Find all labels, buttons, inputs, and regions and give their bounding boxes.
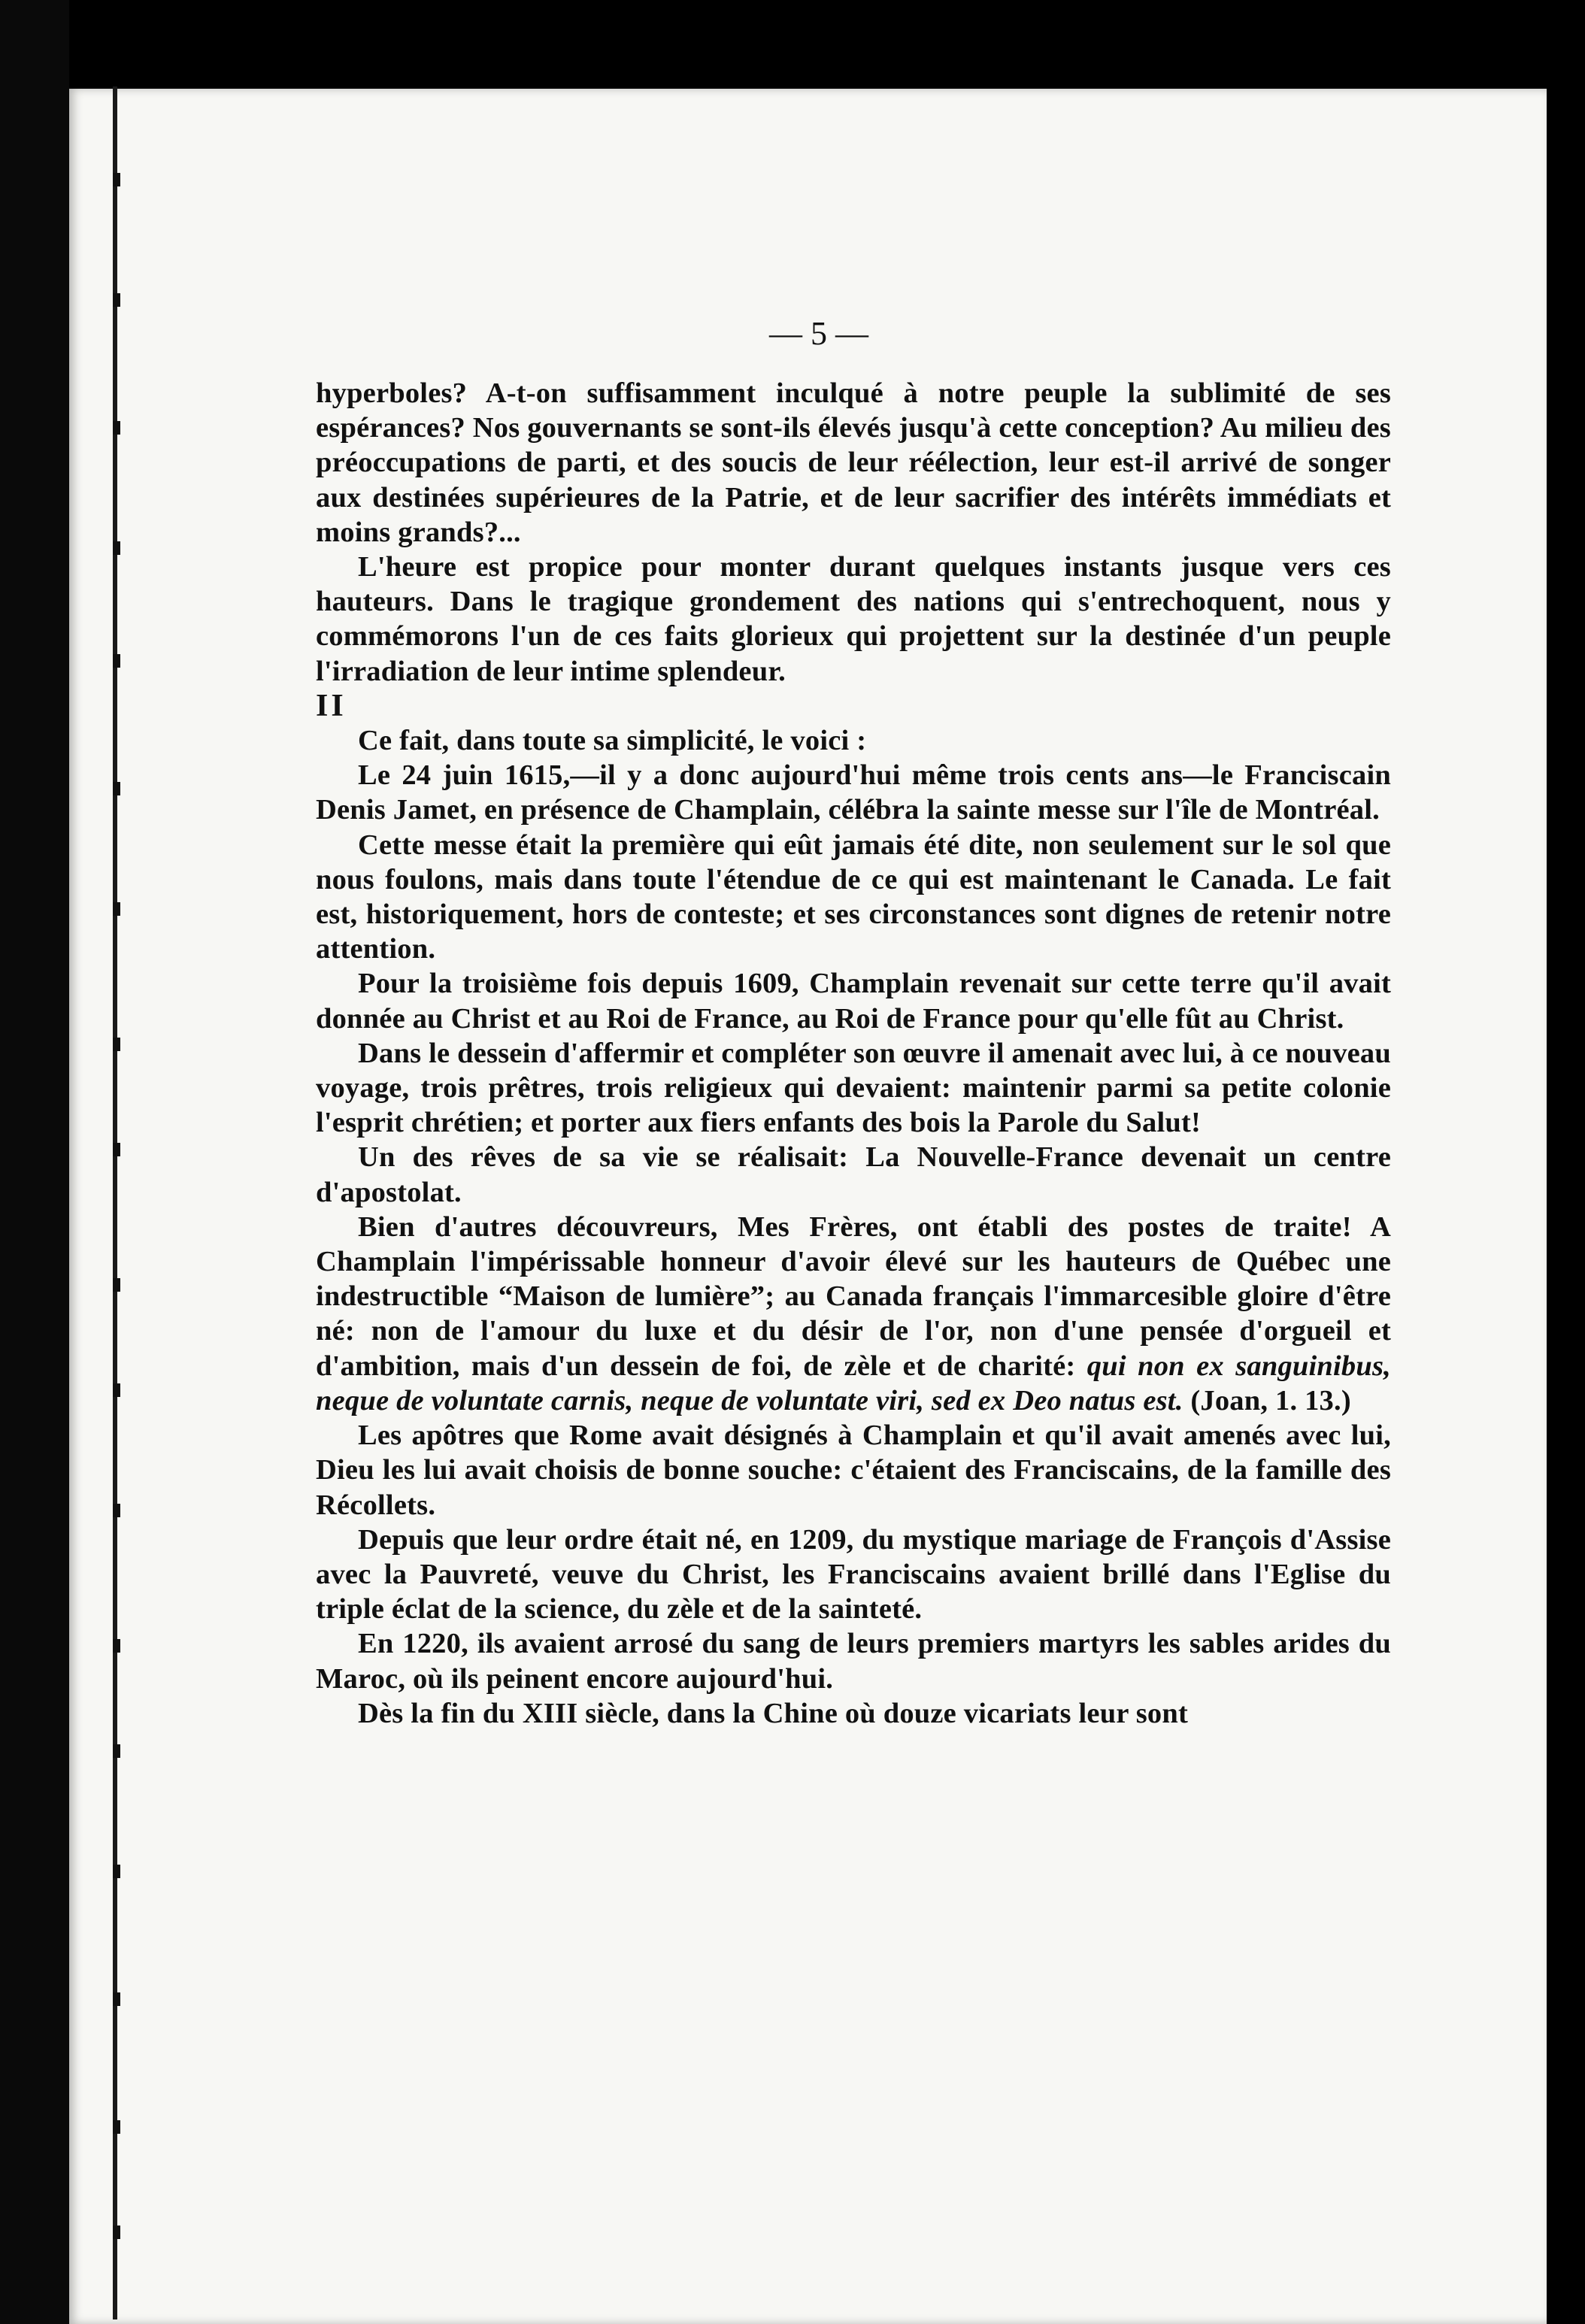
paragraph: Dès la fin du XIII siècle, dans la Chine où douze vicariats leur sont xyxy=(358,1697,1189,1729)
latin-quote: qui non ex sanguinibus, neque de voluntate carnis, neque de voluntate viri, sed ex Deo natus est. xyxy=(316,1350,1391,1417)
body-text xyxy=(316,376,1391,1731)
paragraph: hyperboles? A-t-on suffisamment inculqué à notre peuple la sublimité de ses espérances? Nos gouvernants se sont-ils élevés jusqu'à cette conception? Au milieu des préoccupations de parti, et des soucis de leur réélection, leur est-il arrivé de songer aux destinées supérieures de la Patrie, et de leur sacrifier des intérêts immédiats et moins grands?... xyxy=(316,377,1391,548)
paragraph: Le 24 juin 1615,—il y a donc aujourd'hui même trois cents ans—le Franciscain Denis Jamet, en présence de Champlain, célébra la sainte messe sur l'île de Montréal. xyxy=(316,759,1391,826)
section-heading: II xyxy=(316,688,347,723)
paragraph: Ce fait, dans toute sa simplicité, le voici : xyxy=(358,725,867,757)
page-number: — 5 — xyxy=(769,315,868,352)
paragraph: Cette messe était la première qui eût jamais été dite, non seulement sur le sol que nous foulons, mais dans toute l'étendue de ce qui est maintenant le Canada. Le fait est, historiquement, hors de conteste; et ses circonstances sont dignes de retenir notre attention. xyxy=(316,829,1391,965)
paragraph: Dans le dessein d'affermir et compléter son œuvre il amenait avec lui, à ce nouveau voyage, trois prêtres, trois religieux qui devaient: maintenir parmi sa petite colonie l'esprit chrétien; et porter aux fiers enfants des bois la Parole du Salut! xyxy=(316,1037,1391,1139)
paragraph: Un des rêves de sa vie se réalisait: La Nouvelle-France devenait un centre d'apostolat. xyxy=(316,1141,1391,1208)
paragraph: Les apôtres que Rome avait désignés à Champlain et qu'il avait amenés avec lui, Dieu les lui avait choisis de bonne souche: c'étaient des Franciscains, de la famille des Récollets. xyxy=(316,1420,1391,1521)
paragraph-text: Bien d'autres découvreurs, Mes Frères, ont établi des postes de traite! A Champlain l'impérissable honneur d'avoir élevé sur les hauteurs de Québec une indestructible “Maison de lumière”; au Canada français l'immarcesible gloire d'être né: non de l'amour du luxe et du désir de l'or, non d'une pensée d'orgueil et d'ambition, mais d'un dessein de foi, de zèle et de charité: xyxy=(316,1210,1391,1382)
paragraph: Pour la troisième fois depuis 1609, Champlain revenait sur cette terre qu'il avait donnée au Christ et au Roi de France, au Roi de France pour qu'elle fût au Christ. xyxy=(316,968,1391,1035)
paragraph: En 1220, ils avaient arrosé du sang de leurs premiers martyrs les sables arides du Maroc, où ils peinent encore aujourd'hui. xyxy=(316,1628,1391,1695)
paragraph: Depuis que leur ordre était né, en 1209, du mystique mariage de François d'Assise avec la Pauvreté, veuve du Christ, les Franciscains avaient brillé dans l'Eglise du triple éclat de la science, du zèle et de la sainteté. xyxy=(316,1523,1391,1626)
scripture-reference: (Joan, 1. 13.) xyxy=(1183,1384,1351,1417)
paragraph xyxy=(316,1210,1391,1418)
paragraph: L'heure est propice pour monter durant quelques instants jusque vers ces hauteurs. Dans le tragique grondement des nations qui s'entrechoquent, nous y commémorons l'un de ces faits glorieux qui projettent sur la destinée d'un peuple l'irradiation de leur intime splendeur. xyxy=(316,551,1391,687)
